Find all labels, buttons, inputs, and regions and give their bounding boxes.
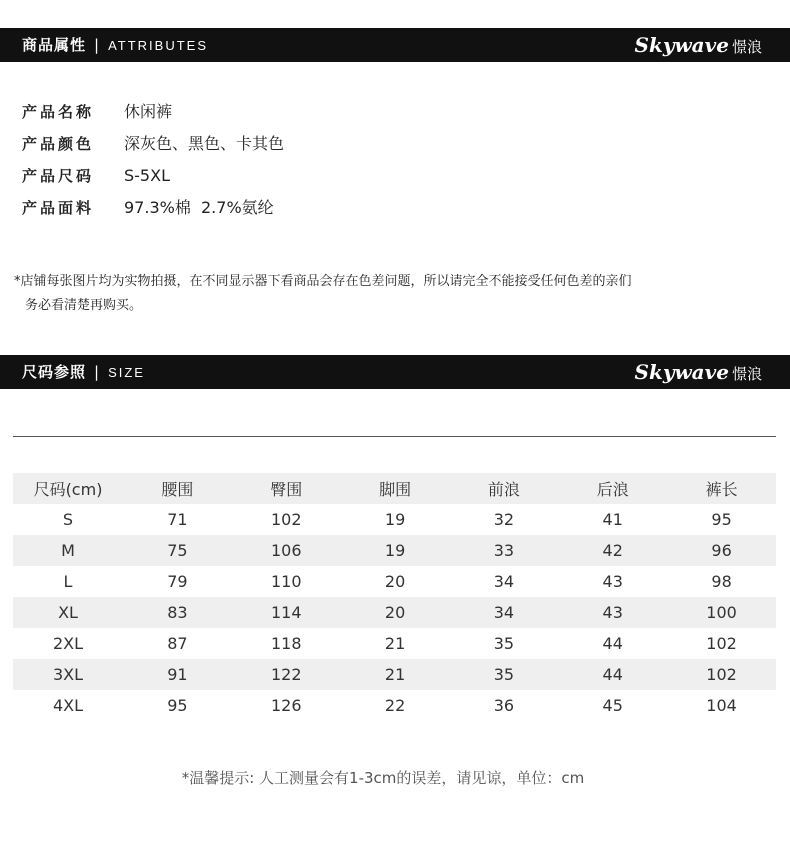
brand-logo: [635, 355, 762, 389]
table-cell: 21: [341, 659, 450, 690]
table-cell: 96: [667, 535, 776, 566]
attributes-title-en: ATTRIBUTES: [108, 38, 209, 53]
table-row: [13, 597, 776, 628]
size-header-title: [22, 355, 145, 389]
column-header: 前浪: [449, 473, 558, 504]
table-cell: L: [63, 572, 73, 591]
table-cell: 104: [706, 696, 737, 715]
table-cell: 95: [711, 510, 732, 529]
table-cell: 19: [384, 510, 406, 529]
table-cell: 43: [558, 597, 667, 628]
table-cell: 75: [123, 535, 232, 566]
table-cell: 21: [384, 634, 406, 653]
attribute-row-size: [22, 160, 284, 192]
notice-line-2: 务必看清楚再购买。: [25, 298, 143, 313]
table-row: [13, 566, 776, 597]
brand-name-cn: 憬浪: [731, 365, 762, 383]
table-cell: XL: [13, 597, 123, 628]
table-cell: 44: [558, 659, 667, 690]
column-header: 腰围: [123, 473, 232, 504]
column-header: 裤长: [667, 473, 776, 504]
table-header-row: [13, 473, 776, 504]
size-table: [13, 473, 776, 721]
attribute-value: S-5XL: [124, 166, 170, 185]
notice-line-1: *店铺每张图片均为实物拍摄，在不同显示器下看商品会存在色差问题，所以请完全不能接受任何色差的亲们: [14, 274, 632, 289]
color-difference-notice: [14, 270, 754, 318]
attribute-label: 产品面料: [22, 199, 95, 217]
column-header: 臀围: [232, 473, 341, 504]
attribute-value: 深灰色、黑色、卡其色: [124, 134, 285, 153]
table-cell: 19: [341, 535, 450, 566]
table-row: [13, 628, 776, 659]
table-cell: 87: [167, 634, 188, 653]
table-cell: 98: [711, 572, 732, 591]
table-cell: 2XL: [52, 634, 84, 653]
table-row: [13, 659, 776, 690]
table-cell: 22: [384, 696, 406, 715]
table-cell: 36: [493, 696, 515, 715]
brand-name-en: Skywave: [634, 360, 729, 384]
table-cell: 110: [270, 572, 302, 591]
brand-name-en: Skywave: [634, 33, 729, 57]
table-cell: 33: [449, 535, 558, 566]
attribute-label: 产品尺码: [22, 167, 95, 185]
table-cell: 45: [602, 696, 623, 715]
table-cell: 83: [123, 597, 232, 628]
attribute-list: [22, 96, 284, 224]
attribute-row-color: [22, 128, 284, 160]
table-cell: 106: [232, 535, 341, 566]
table-cell: 102: [667, 659, 776, 690]
table-cell: 35: [493, 634, 515, 653]
table-cell: 91: [123, 659, 232, 690]
attribute-row-name: [22, 96, 284, 128]
table-cell: 34: [493, 572, 515, 591]
table-cell: M: [13, 535, 123, 566]
table-cell: 20: [341, 597, 450, 628]
table-cell: 122: [232, 659, 341, 690]
table-cell: 126: [270, 696, 302, 715]
title-separator: |: [94, 36, 101, 54]
attribute-label: 产品名称: [22, 103, 95, 121]
table-cell: 79: [167, 572, 188, 591]
table-cell: 32: [493, 510, 515, 529]
table-cell: 35: [449, 659, 558, 690]
table-cell: 102: [270, 510, 302, 529]
table-cell: 41: [602, 510, 623, 529]
attribute-value: 97.3%棉 2.7%氨纶: [124, 198, 274, 217]
table-cell: 20: [384, 572, 406, 591]
size-header: [0, 355, 790, 389]
brand-logo: [635, 28, 762, 62]
attributes-title-cn: 商品属性: [22, 36, 87, 54]
table-cell: 4XL: [52, 696, 84, 715]
size-title-en: SIZE: [108, 365, 145, 380]
table-cell: 114: [232, 597, 341, 628]
size-title-cn: 尺码参照: [22, 363, 87, 381]
attributes-header: [0, 28, 790, 62]
table-cell: 42: [558, 535, 667, 566]
column-header: 尺码(cm): [13, 473, 123, 504]
table-cell: S: [62, 510, 74, 529]
table-cell: 100: [667, 597, 776, 628]
table-cell: 118: [270, 634, 302, 653]
title-separator: |: [94, 363, 101, 381]
table-cell: 71: [167, 510, 188, 529]
measurement-tip: *温馨提示: 人工测量会有1-3cm的误差，请见谅，单位：cm: [181, 769, 585, 787]
column-header: 后浪: [558, 473, 667, 504]
attribute-value: 休闲裤: [124, 102, 173, 121]
table-cell: 3XL: [13, 659, 123, 690]
brand-name-cn: 憬浪: [731, 38, 762, 56]
divider-line: [13, 436, 776, 437]
table-cell: 95: [167, 696, 188, 715]
table-cell: 43: [602, 572, 623, 591]
attribute-row-fabric: [22, 192, 284, 224]
table-row: [13, 535, 776, 566]
table-cell: 102: [706, 634, 737, 653]
table-row: [13, 504, 776, 535]
table-row: [13, 690, 776, 721]
table-cell: 44: [602, 634, 623, 653]
table-cell: 34: [449, 597, 558, 628]
attribute-label: 产品颜色: [22, 135, 95, 153]
attributes-header-title: [22, 28, 208, 62]
column-header: 脚围: [341, 473, 450, 504]
